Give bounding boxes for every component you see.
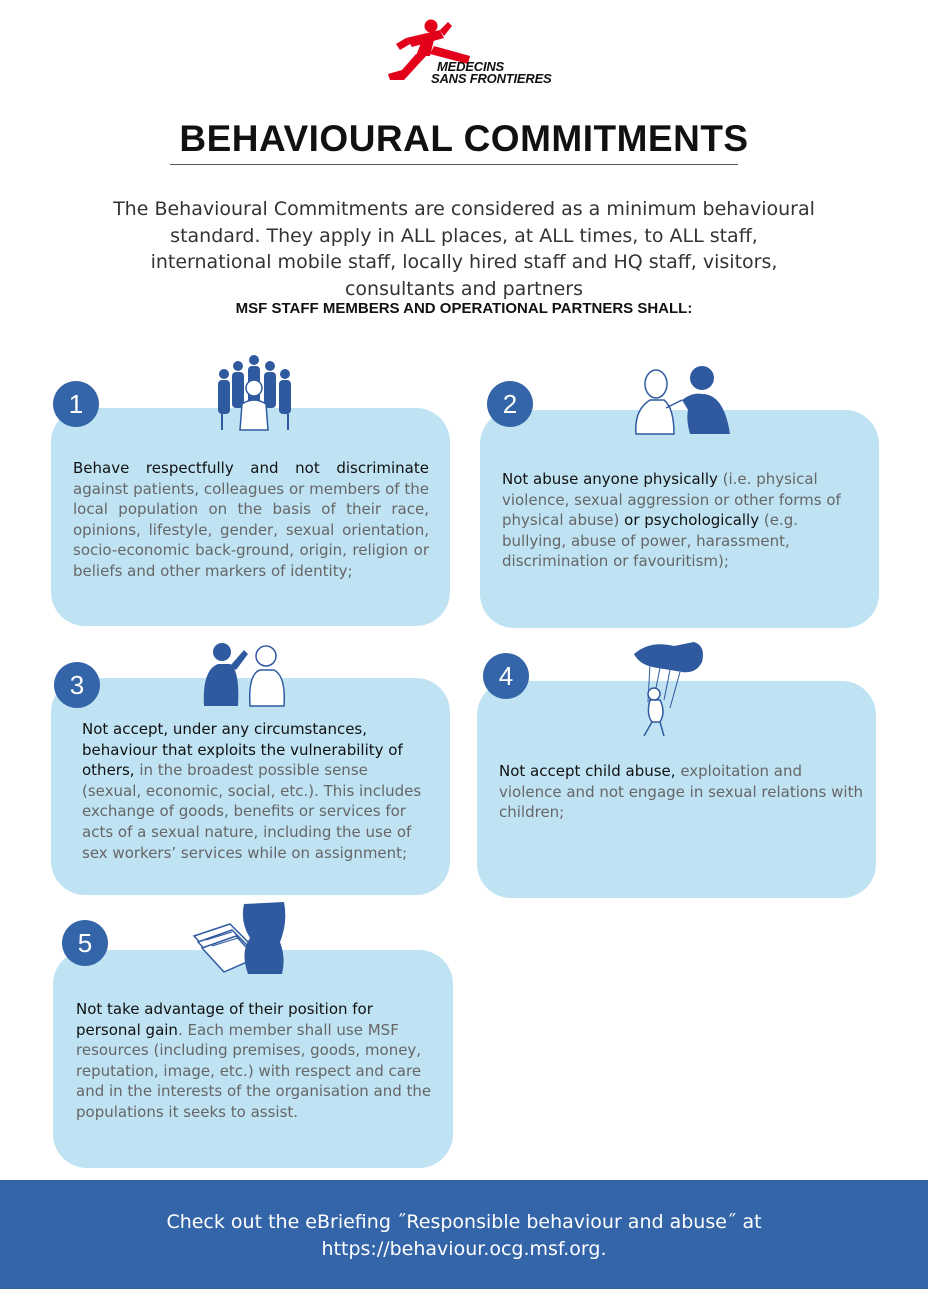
commitment-number-1: 1 [53,381,99,427]
commitment-number-4: 4 [483,653,529,699]
commitment-rest-5: . Each member shall use MSF resources (including premises, goods, money, reputation, image, etc.) with respect and care and in the interests of the organisation and the populations it seeks to assist. [76,1020,432,1121]
commitment-mid-2: (i.e. physical violence, sexual aggression or other forms of physical abuse) [502,470,841,530]
commitment-number-2: 2 [487,381,533,427]
crowd-icon [210,352,300,432]
footer-line1: Check out the eBriefing ˝Responsible behaviour and abuse˝ at [166,1211,762,1233]
commitment-lead2-2: or psychologically [624,511,760,530]
commitment-rest-3: in the broadest possible sense (sexual, economic, social, etc.). This includes exchange of goods, benefits or services for acts of a sexual nature, including the use of sex workers’ services while on assignment; [82,761,422,862]
commitment-lead-2: Not abuse anyone physically [502,470,718,488]
commitment-number-3: 3 [54,662,100,708]
commitment-rest-1: against patients, colleagues or members of the local population on the basis of their race, opinions, lifestyle, gender, sexual orientation, socio-economic back-ground, origin, religion or beliefs and other markers of identity; [73,479,429,580]
commitment-card-3 [51,678,450,895]
logo-text-line1: MEDECINS [437,59,505,74]
footer-link[interactable]: https://behaviour.ocg.msf.org. [321,1238,607,1260]
intro-paragraph: The Behavioural Commitments are considered as a minimum behavioural standard. They apply in ALL places, at ALL times, to ALL staff, international mobile staff, locally hired staff and HQ staff, visitors, consultants and partners [113,198,815,300]
commitment-rest-2: (e.g. bullying, abuse of power, harassment, discrimination or favouritism); [502,511,799,571]
commitment-card-2 [480,410,879,628]
commitment-card-5 [53,950,453,1168]
commitment-number-5: 5 [62,920,108,966]
puppet-hand-icon [630,638,708,738]
section-subheading: MSF STAFF MEMBERS AND OPERATIONAL PARTNERS SHALL: [235,300,693,317]
exploitation-icon [200,640,290,710]
money-bribe-icon [190,902,290,976]
logo-text-line2: SANS FRONTIERES [431,71,552,86]
commitment-text-3 [82,719,427,863]
commitment-rest-4: exploitation and violence and not engage in sexual relations with children; [499,762,863,822]
physical-abuse-icon [630,364,734,436]
footer-text [0,1209,928,1263]
title-divider [170,164,738,165]
msf-logo [382,16,552,86]
page-title: BEHAVIOURAL COMMITMENTS [179,118,749,159]
commitment-lead-1: Behave respectfully and not discriminate [73,459,429,477]
commitment-text-2 [502,469,862,572]
commitment-lead-4: Not accept child abuse, [499,762,676,780]
commitment-text-1 [73,458,429,582]
commitment-lead-5: Not take advantage of their position for personal gain [76,1000,373,1039]
commitment-text-5 [76,999,436,1123]
commitment-lead-3: Not accept, under any circumstances, behaviour that exploits the vulnerability of others, [82,720,403,780]
commitment-card-1 [51,408,450,626]
footer-banner [0,1180,928,1289]
commitment-text-4 [499,761,864,823]
